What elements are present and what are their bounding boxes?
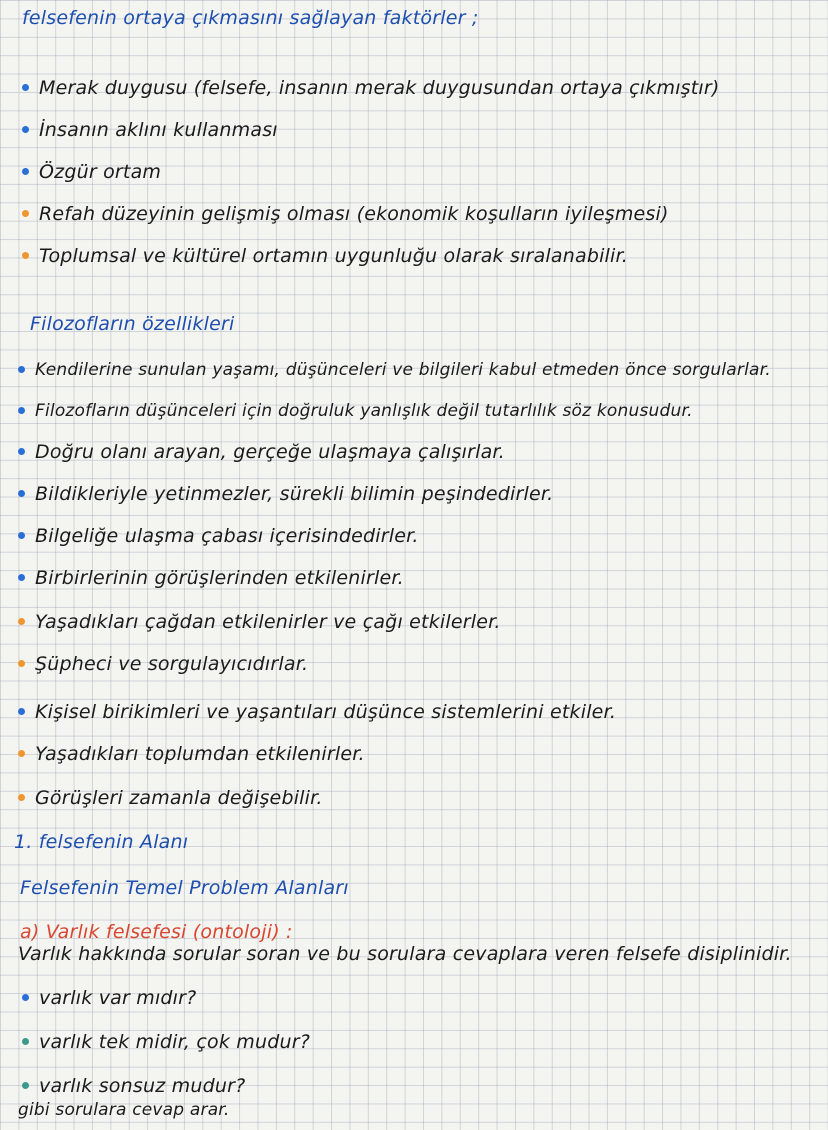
bullet-icon [18, 750, 25, 757]
list-item: Yaşadıkları toplumdan etkilenirler. [18, 742, 365, 766]
list-item: Merak duygusu (felsefe, insanın merak duygusundan ortaya çıkmıştır) [22, 76, 720, 100]
section1-heading: felsefenin ortaya çıkmasını sağlayan faktörler ; [22, 7, 479, 29]
list-item: Doğru olanı arayan, gerçeğe ulaşmaya çalışırlar. [18, 440, 505, 464]
bullet-icon [18, 794, 25, 801]
bullet-icon [18, 574, 25, 581]
bullet-icon [18, 532, 25, 539]
bullet-icon [18, 448, 25, 455]
bullet-icon [22, 1082, 29, 1089]
list-item: Filozofların düşünceleri için doğruluk yanlışlık değil tutarlılık söz konusudur. [18, 399, 693, 423]
definition-text: Varlık hakkında sorular soran ve bu sorulara cevaplara veren felsefe disiplinidir. [18, 943, 792, 965]
list-item: Özgür ortam [22, 160, 161, 184]
list-item: Görüşleri zamanla değişebilir. [18, 786, 323, 810]
bullet-icon [18, 407, 25, 414]
bullet-icon [18, 366, 25, 373]
bullet-icon [18, 490, 25, 497]
bullet-icon [22, 126, 29, 133]
list-item: Toplumsal ve kültürel ortamın uygunluğu olarak sıralanabilir. [22, 244, 628, 268]
list-item: varlık sonsuz mudur? [22, 1074, 245, 1098]
list-item: Kendilerine sunulan yaşamı, düşünceleri ve bilgileri kabul etmeden önce sorgularlar. [18, 358, 771, 382]
list-item: Bilgeliğe ulaşma çabası içerisindedirler. [18, 524, 419, 548]
list-item: varlık var mıdır? [22, 986, 196, 1010]
bullet-icon [22, 252, 29, 259]
section3-heading: 1. felsefenin Alanı [14, 831, 189, 853]
bullet-icon [18, 618, 25, 625]
list-item: varlık tek midir, çok mudur? [22, 1030, 310, 1054]
bullet-icon [22, 84, 29, 91]
list-item: Refah düzeyinin gelişmiş olması (ekonomik koşulların iyileşmesi) [22, 202, 669, 226]
bullet-icon [22, 210, 29, 217]
section3-subheading: Felsefenin Temel Problem Alanları [20, 877, 349, 899]
topic-heading: a) Varlık felsefesi (ontoloji) : [20, 921, 293, 943]
section2-heading: Filozofların özellikleri [30, 313, 235, 335]
bullet-icon [22, 168, 29, 175]
bullet-icon [22, 1038, 29, 1045]
bullet-icon [18, 708, 25, 715]
bullet-icon [18, 660, 25, 667]
closing-text: gibi sorulara cevap arar. [18, 1100, 230, 1120]
list-item: Kişisel birikimleri ve yaşantıları düşünce sistemlerini etkiler. [18, 700, 616, 724]
bullet-icon [22, 994, 29, 1001]
list-item: Birbirlerinin görüşlerinden etkilenirler. [18, 566, 404, 590]
list-item: İnsanın aklını kullanması [22, 118, 278, 142]
list-item: Yaşadıkları çağdan etkilenirler ve çağı etkilerler. [18, 610, 501, 634]
list-item: Bildikleriyle yetinmezler, sürekli bilimin peşindedirler. [18, 482, 553, 506]
list-item: Şüpheci ve sorgulayıcıdırlar. [18, 652, 308, 676]
